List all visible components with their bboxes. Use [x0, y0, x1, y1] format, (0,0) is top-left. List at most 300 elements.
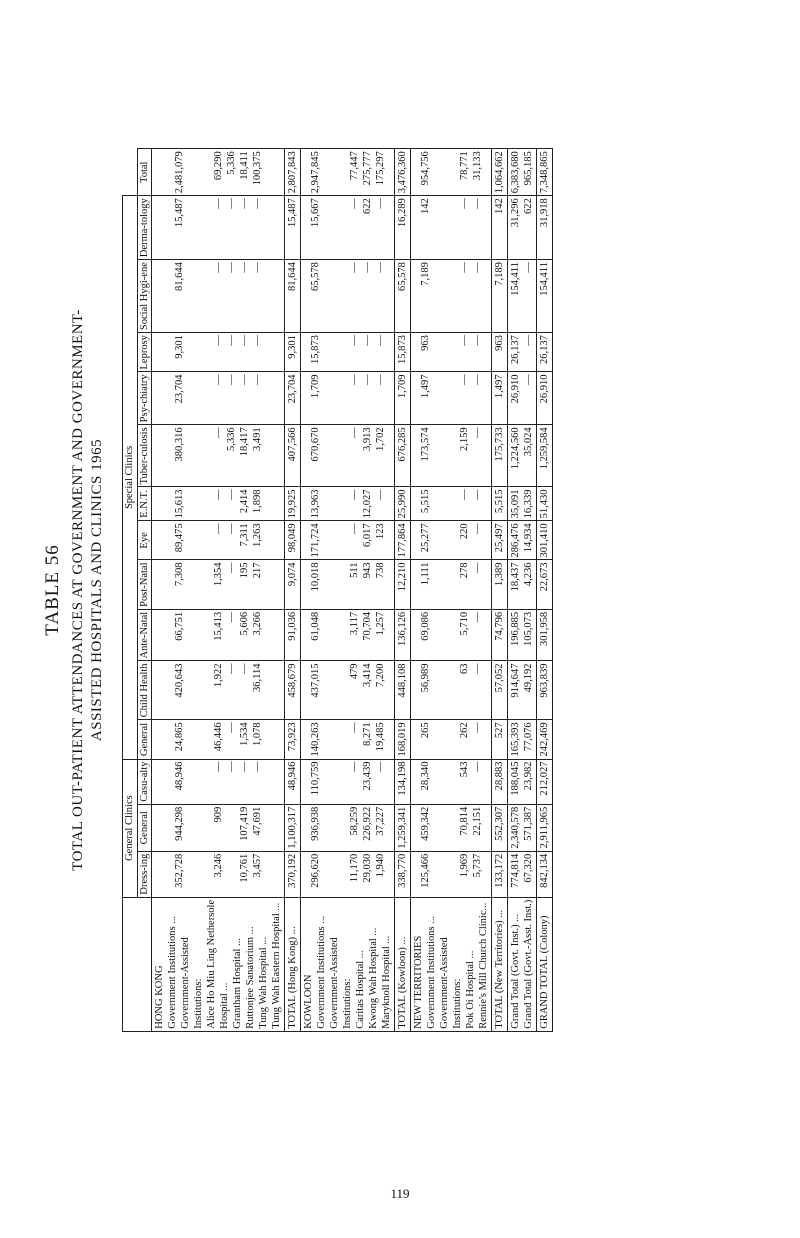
cell-value: 1,259,341	[397, 806, 409, 849]
value-cell	[301, 196, 395, 260]
cell-value	[432, 427, 445, 484]
value-cell	[285, 609, 301, 661]
cell-value: 107,419	[238, 806, 250, 841]
cell-value: 61,048	[309, 611, 321, 641]
cell-value	[322, 807, 335, 849]
cell-value: 622	[361, 198, 373, 214]
cell-value: 1,922	[212, 663, 224, 688]
cell-value: 70,814	[458, 806, 470, 836]
cell-value: —	[238, 374, 250, 385]
cell-value	[322, 523, 335, 557]
cell-value	[186, 427, 199, 484]
cell-value: 165,393	[510, 722, 522, 757]
row-label-line: Grand Total (Govt. Inst.) ...	[510, 913, 522, 1029]
value-cell	[301, 609, 395, 661]
column-header: Post-Natal	[137, 560, 152, 609]
value-cell	[492, 196, 508, 260]
cell-value: 154,411	[539, 262, 551, 296]
value-cell	[152, 560, 285, 609]
row-label	[395, 897, 411, 1031]
cell-value	[186, 198, 199, 257]
cell-value: 1,257	[374, 611, 386, 636]
cell-value	[335, 262, 348, 330]
cell-value: 81,644	[173, 262, 185, 292]
cell-value: 275,777	[361, 151, 373, 186]
cell-value: —	[225, 562, 237, 573]
cell-value: 70,704	[361, 611, 373, 641]
cell-value: 1,534	[238, 722, 250, 747]
row-label	[537, 897, 553, 1031]
cell-value: 77,076	[523, 722, 535, 752]
cell-value	[335, 807, 348, 849]
cell-value	[186, 562, 199, 606]
cell-value	[432, 523, 445, 557]
cell-value: —	[212, 335, 224, 346]
cell-value	[445, 375, 458, 423]
cell-value: 437,015	[309, 663, 321, 698]
cell-value: 15,487	[173, 198, 185, 228]
value-cell	[152, 609, 285, 661]
cell-value	[335, 762, 348, 802]
cell-value	[335, 663, 348, 717]
cell-value	[186, 151, 199, 193]
cell-value: 26,137	[510, 335, 522, 364]
cell-value: —	[212, 374, 224, 385]
value-cell	[537, 521, 553, 560]
cell-value: 5,336	[225, 151, 237, 175]
cell-value: 511	[348, 562, 360, 578]
cell-value: —	[238, 262, 250, 273]
cell-value: —	[471, 335, 483, 346]
value-cell	[152, 661, 285, 720]
table-row	[537, 149, 553, 1032]
cell-value: —	[361, 335, 373, 346]
row-label-line: Government Institutions ...	[426, 915, 438, 1029]
cell-value: 7,189	[494, 262, 506, 286]
value-cell	[411, 425, 492, 487]
cell-value: —	[374, 262, 386, 273]
value-cell	[285, 425, 301, 487]
cell-value	[335, 722, 348, 756]
cell-value: 3,117	[348, 611, 360, 636]
value-cell	[301, 425, 395, 487]
cell-value: 407,566	[287, 427, 299, 462]
cell-value	[432, 854, 445, 895]
group-header-special: Special Clinics	[123, 196, 138, 759]
value-cell	[395, 521, 411, 560]
cell-value	[225, 854, 238, 895]
cell-value: 7,308	[173, 562, 185, 587]
cell-value: 5,710	[458, 611, 470, 636]
cell-value: 3,457	[251, 853, 263, 878]
cell-value: 35,024	[523, 427, 535, 457]
value-cell	[301, 372, 395, 425]
cell-value: 57,052	[494, 663, 506, 693]
cell-value: —	[471, 374, 483, 385]
value-cell	[508, 487, 537, 521]
value-cell	[301, 851, 395, 897]
value-cell	[152, 196, 285, 260]
cell-value: 74,796	[494, 611, 506, 641]
cell-value	[335, 335, 348, 369]
cell-value: 56,989	[419, 663, 431, 693]
cell-value: —	[374, 489, 386, 500]
cell-value	[186, 663, 199, 717]
cell-value: 23,982	[523, 761, 535, 791]
cell-value: —	[458, 262, 470, 273]
cell-value: —	[225, 335, 237, 346]
cell-value: 1,263	[251, 523, 263, 547]
value-cell	[537, 149, 553, 196]
value-cell	[395, 759, 411, 804]
cell-value: —	[348, 489, 360, 500]
cell-value: 24,865	[173, 722, 185, 752]
cell-value	[335, 489, 348, 518]
cell-value: 9,301	[287, 335, 299, 359]
cell-value: 220	[458, 523, 470, 540]
cell-value: —	[251, 335, 263, 346]
cell-value: 914,647	[510, 663, 522, 698]
cell-value: 1,354	[212, 562, 224, 587]
row-label-line: KOWLOON	[303, 974, 315, 1029]
value-cell	[411, 804, 492, 851]
value-cell	[537, 372, 553, 425]
value-cell	[285, 560, 301, 609]
column-header: Ante-Natal	[137, 609, 152, 661]
value-cell	[152, 372, 285, 425]
cell-value	[335, 427, 348, 484]
row-label-line: Government Institutions ...	[167, 915, 179, 1029]
cell-value: 217	[251, 562, 263, 579]
cell-value: 31,133	[471, 151, 483, 181]
cell-value	[335, 854, 348, 895]
table-heading	[42, 20, 106, 1160]
column-header: Total	[137, 149, 152, 196]
cell-value: —	[238, 761, 250, 773]
cell-value: 154,411	[510, 262, 522, 296]
cell-value: 2,159	[458, 427, 470, 451]
cell-value: 16,289	[397, 198, 409, 228]
cell-value: 14,934	[523, 523, 535, 553]
column-header: Casu-alty	[137, 759, 152, 804]
row-label-line: Institutions:	[193, 978, 205, 1029]
cell-value: 2,911,965	[539, 806, 551, 849]
cell-value	[199, 335, 212, 369]
cell-value: 2,947,845	[309, 151, 321, 194]
cell-value: 5,515	[494, 489, 506, 514]
cell-value	[445, 489, 458, 518]
cell-value	[445, 262, 458, 330]
cell-value: 134,198	[397, 761, 409, 796]
column-header: General	[137, 804, 152, 851]
cell-value: 15,613	[173, 489, 185, 519]
row-label-line: Tung Wah Hospital ...	[258, 936, 270, 1029]
cell-value: 47,691	[251, 806, 263, 836]
cell-value	[186, 722, 199, 756]
row-label-line: Government Institutions ...	[316, 915, 328, 1029]
cell-value: 65,578	[309, 262, 321, 292]
cell-value	[199, 523, 212, 557]
cell-value: 5,515	[419, 489, 431, 514]
table-row	[301, 149, 395, 1032]
cell-value: 1,702	[374, 427, 386, 451]
cell-value	[432, 489, 445, 518]
value-cell	[301, 720, 395, 759]
cell-value	[322, 375, 335, 423]
cell-value: —	[348, 198, 360, 209]
cell-value	[432, 562, 445, 606]
cell-value	[432, 722, 445, 756]
cell-value: —	[374, 335, 386, 346]
value-cell	[285, 720, 301, 759]
value-cell	[395, 487, 411, 521]
cell-value: 26,910	[539, 374, 551, 404]
cell-value	[445, 663, 458, 717]
cell-value: —	[225, 198, 237, 209]
cell-value: 1,969	[458, 853, 470, 878]
cell-value: 571,387	[523, 806, 535, 841]
cell-value	[335, 523, 348, 557]
value-cell	[508, 759, 537, 804]
cell-value: 943	[361, 562, 373, 579]
cell-value	[432, 335, 445, 369]
cell-value: —	[348, 427, 360, 438]
value-cell	[508, 149, 537, 196]
cell-value	[322, 762, 335, 802]
cell-value	[322, 722, 335, 756]
cell-value: 15,873	[309, 335, 321, 364]
cell-value: 909	[212, 806, 224, 823]
cell-value	[199, 854, 212, 895]
cell-value: 188,045	[510, 761, 522, 796]
cell-value: —	[212, 427, 224, 438]
group-header-general: General Clinics	[123, 759, 138, 897]
cell-value: 16,339	[523, 489, 535, 519]
cell-value: 301,958	[539, 611, 551, 646]
row-label	[508, 897, 537, 1031]
cell-value: 18,411	[238, 151, 250, 180]
value-cell	[508, 560, 537, 609]
cell-value: 552,307	[494, 806, 506, 841]
cell-value: —	[348, 374, 360, 385]
value-cell	[152, 333, 285, 372]
cell-value: 9,074	[287, 562, 299, 587]
cell-value: 286,476	[510, 523, 522, 558]
cell-value: —	[348, 523, 360, 534]
cell-value: —	[212, 761, 224, 773]
cell-value: 173,574	[419, 427, 431, 462]
value-cell	[492, 804, 508, 851]
cell-value: 23,704	[287, 374, 299, 404]
cell-value: 28,340	[419, 761, 431, 791]
cell-value: 12,210	[397, 562, 409, 592]
cell-value: 46,446	[212, 722, 224, 752]
cell-value	[199, 198, 212, 257]
cell-value	[199, 612, 212, 659]
cell-value: —	[374, 761, 386, 773]
cell-value: 448,108	[397, 663, 409, 698]
value-cell	[411, 521, 492, 560]
value-cell	[508, 372, 537, 425]
cell-value	[445, 807, 458, 849]
column-header: General	[137, 720, 152, 759]
cell-value: 3,414	[361, 663, 373, 688]
cell-value: 18,437	[510, 562, 522, 592]
cell-value: 1,224,560	[510, 427, 522, 470]
cell-value: —	[251, 374, 263, 385]
cell-value: 1,709	[309, 374, 321, 399]
value-cell	[152, 149, 285, 196]
value-cell	[301, 149, 395, 196]
table-row	[285, 149, 301, 1032]
value-cell	[152, 487, 285, 521]
cell-value: 10,761	[238, 853, 250, 883]
column-header: Social Hygi-ene	[137, 260, 152, 333]
cell-value: 3,913	[361, 427, 373, 451]
cell-value: 142	[494, 198, 506, 214]
value-cell	[395, 804, 411, 851]
row-label-line: Grantham Hospital ...	[232, 938, 244, 1029]
value-cell	[492, 487, 508, 521]
cell-value: —	[471, 663, 483, 674]
table-row	[411, 149, 492, 1032]
cell-value: 7,348,865	[539, 151, 551, 194]
cell-value: 459,342	[419, 806, 431, 841]
cell-value	[432, 375, 445, 423]
cell-value: 1,709	[397, 374, 409, 399]
value-cell	[492, 149, 508, 196]
cell-value: 168,019	[397, 722, 409, 757]
row-label-line: Alice Ho Miu Ling Nethersole	[206, 899, 218, 1029]
cell-value: 5,336	[225, 427, 237, 451]
cell-value	[445, 427, 458, 484]
cell-value: 35,091	[510, 489, 522, 519]
column-header: Tuber-culosis	[137, 425, 152, 487]
cell-value: 6,383,680	[510, 151, 522, 194]
cell-value	[186, 335, 199, 369]
cell-value: 133,172	[494, 853, 506, 888]
cell-value: 29,030	[361, 853, 373, 883]
cell-value: 10,018	[309, 562, 321, 592]
cell-value: —	[471, 761, 483, 773]
cell-value: 774,814	[510, 853, 522, 888]
cell-value: 175,297	[374, 151, 386, 186]
value-cell	[301, 260, 395, 333]
cell-value	[445, 335, 458, 369]
row-label-line: Institutions:	[452, 978, 464, 1029]
cell-value: 7,311	[238, 523, 250, 547]
value-cell	[508, 851, 537, 897]
cell-value: 196,885	[510, 611, 522, 646]
value-cell	[395, 851, 411, 897]
cell-value	[432, 762, 445, 802]
cell-value: —	[458, 374, 470, 385]
cell-value	[322, 198, 335, 257]
table-number: TABLE 56	[42, 544, 63, 636]
cell-value: 458,679	[287, 663, 299, 698]
value-cell	[152, 804, 285, 851]
value-cell	[492, 425, 508, 487]
cell-value: 58,259	[348, 806, 360, 836]
cell-value	[186, 489, 199, 518]
cell-value	[432, 198, 445, 257]
cell-value	[199, 762, 212, 802]
cell-value	[199, 562, 212, 606]
row-label	[492, 897, 508, 1031]
cell-value: 7,200	[374, 663, 386, 688]
cell-value: 622	[523, 198, 535, 214]
cell-value: —	[458, 335, 470, 346]
cell-value: —	[225, 761, 237, 773]
cell-value: 69,290	[212, 151, 224, 181]
value-cell	[301, 759, 395, 804]
cell-value: 1,497	[494, 374, 506, 399]
cell-value: 380,316	[173, 427, 185, 462]
cell-value: —	[348, 761, 360, 773]
row-label-line: Rennie's Mill Church Clinic...	[478, 902, 490, 1029]
row-label-line: Grand Total (Govt.-Asst. Inst.)	[523, 899, 535, 1029]
row-label-line: TOTAL (New Territories) ...	[494, 909, 506, 1029]
cell-value: 177,864	[397, 523, 409, 558]
column-header: Dress-ing	[137, 851, 152, 897]
value-cell	[395, 333, 411, 372]
value-cell	[508, 260, 537, 333]
value-cell	[395, 196, 411, 260]
cell-value: —	[225, 374, 237, 385]
cell-value: 65,578	[397, 262, 409, 292]
cell-value	[445, 854, 458, 895]
cell-value	[445, 612, 458, 659]
cell-value: 78,771	[458, 151, 470, 181]
value-cell	[537, 560, 553, 609]
value-cell	[411, 560, 492, 609]
cell-value: 226,922	[361, 806, 373, 841]
page-number: 119	[390, 1186, 410, 1201]
cell-value	[186, 612, 199, 659]
cell-value: 136,126	[397, 611, 409, 646]
cell-value: 171,724	[309, 523, 321, 558]
value-cell	[285, 521, 301, 560]
value-cell	[537, 196, 553, 260]
row-label-line: Maryknoll Hospital ...	[381, 935, 393, 1029]
value-cell	[152, 425, 285, 487]
value-cell	[492, 759, 508, 804]
row-label	[411, 897, 492, 1031]
value-cell	[492, 260, 508, 333]
attendance-table	[122, 148, 553, 1032]
value-cell	[285, 487, 301, 521]
value-cell	[508, 196, 537, 260]
value-cell	[301, 521, 395, 560]
cell-value: 212,027	[539, 761, 551, 796]
cell-value	[186, 375, 199, 423]
cell-value: 13,963	[309, 489, 321, 519]
cell-value: 123	[374, 523, 386, 540]
cell-value	[322, 562, 335, 606]
cell-value: —	[212, 523, 224, 534]
value-cell	[395, 661, 411, 720]
cell-value: —	[348, 722, 360, 733]
table-title-line2: ASSISTED HOSPITALS AND CLINICS 1965	[89, 438, 105, 742]
value-cell	[411, 851, 492, 897]
cell-value: 3,246	[212, 853, 224, 878]
row-label-line: TOTAL (Kowloon) ...	[397, 936, 409, 1029]
cell-value: 28,883	[494, 761, 506, 791]
cell-value: 19,485	[374, 722, 386, 752]
cell-value: 301,410	[539, 523, 551, 558]
cell-value	[335, 198, 348, 257]
cell-value: 51,430	[539, 489, 551, 519]
